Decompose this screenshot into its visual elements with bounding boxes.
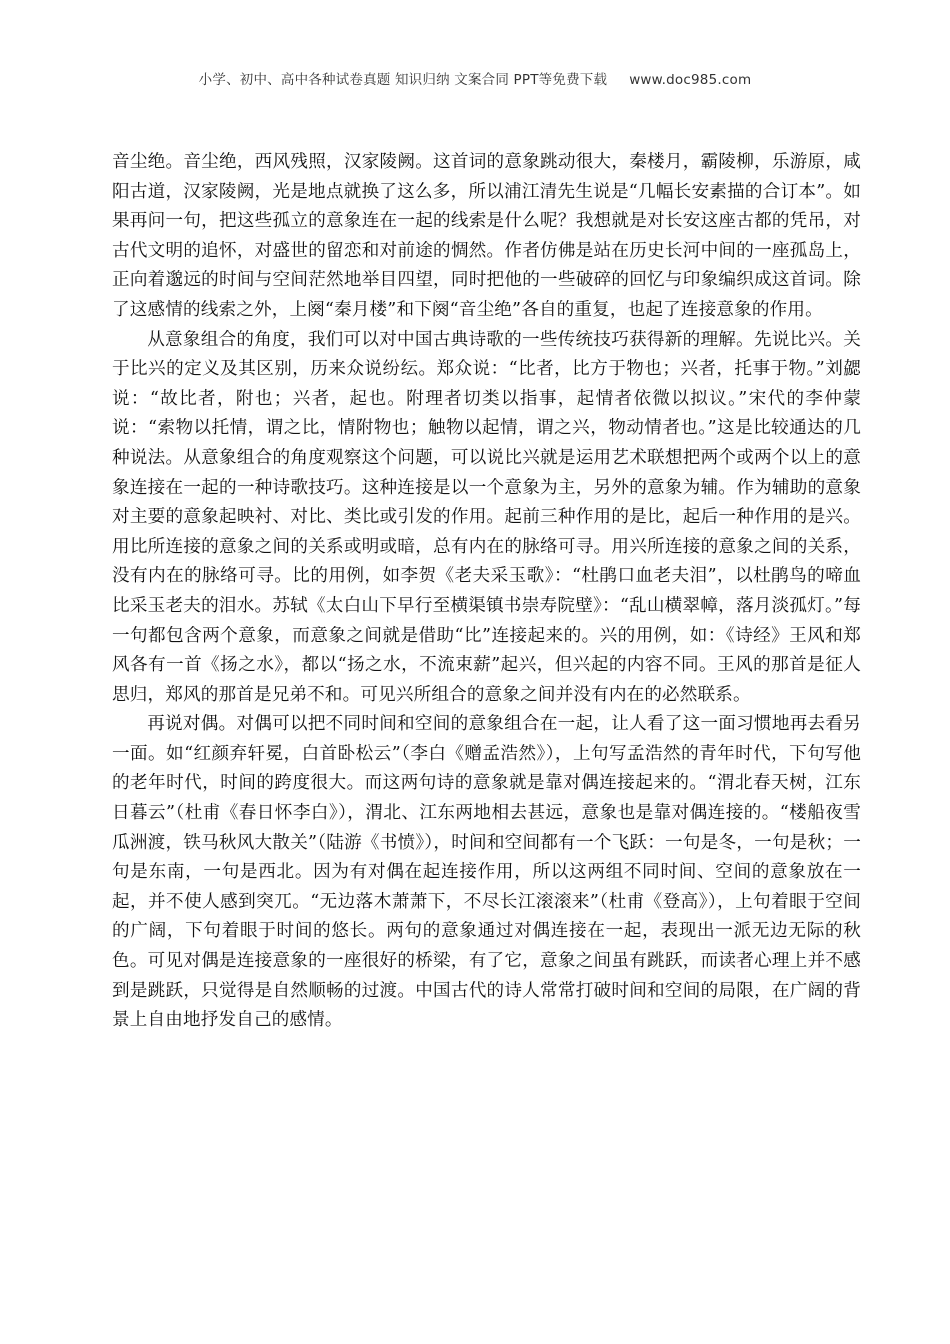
page-header [0, 68, 950, 88]
header-site-link[interactable]: www.doc985.com [629, 72, 752, 88]
paragraph-duiou: 再说对偶。对偶可以把不同时间和空间的意象组合在一起，让人看了这一面习惯地再去看另一面。如“红颜弃轩冕，白首卧松云”（李白《赠孟浩然》），上句写孟浩然的青年时代，下句写他的老年时代，时间的跨度很大。而这两句诗的意象就是靠对偶连接起来的。“渭北春天树，江东日暮云”（杜甫《春日怀李白》），渭北、江东两地相去甚远，意象也是靠对偶连接的。“楼船夜雪瓜洲渡，铁马秋风大散关”（陆游《书愤》），时间和空间都有一个飞跃：一句是冬，一句是秋；一句是东南，一句是西北。因为有对偶在起连接作用，所以这两组不同时间、空间的意象放在一起，并不使人感到突兀。“无边落木萧萧下，不尽长江滚滚来”（杜甫《登高》），上句着眼于空间的广阔，下句着眼于时间的悠长。两句的意象通过对偶连接在一起，表现出一派无边无际的秋色。可见对偶是连接意象的一座很好的桥梁，有了它，意象之间虽有跳跃，而读者心理上并不感到是跳跃，只觉得是自然顺畅的过渡。中国古代的诗人常常打破时间和空间的局限，在广阔的背景上自由地抒发自己的感情。 [112, 714, 861, 1031]
paragraph-bixing: 从意象组合的角度，我们可以对中国古典诗歌的一些传统技巧获得新的理解。先说比兴。关于比兴的定义及其区别，历来众说纷纭。郑众说：“比者，比方于物也；兴者，托事于物。”刘勰说：“故比者，附也；兴者，起也。附理者切类以指事，起情者依微以拟议。”宋代的李仲蒙说：“索物以托情，谓之比，情附物也；触物以起情，谓之兴，物动情者也。”这是比较通达的几种说法。从意象组合的角度观察这个问题，可以说比兴就是运用艺术联想把两个或两个以上的意象连接在一起的一种诗歌技巧。这种连接是以一个意象为主，另外的意象为辅。作为辅助的意象对主要的意象起映衬、对比、类比或引发的作用。起前三种作用的是比，起后一种作用的是兴。用比所连接的意象之间的关系或明或暗，总有内在的脉络可寻。用兴所连接的意象之间的关系，没有内在的脉络可寻。比的用例，如李贺《老夫采玉歌》：“杜鹃口血老夫泪”，以杜鹃鸟的啼血比采玉老夫的泪水。苏轼《太白山下早行至横渠镇书崇寿院壁》：“乱山横翠幛，落月淡孤灯。”每一句都包含两个意象，而意象之间就是借助“比”连接起来的。兴的用例，如：《诗经》王风和郑风各有一首《扬之水》，都以“扬之水，不流束薪”起兴，但兴起的内容不同。王风的那首是征人思归，郑风的那首是兄弟不和。可见兴所组合的意象之间并没有内在的必然联系。 [112, 329, 861, 705]
paragraph-continuation: 音尘绝。音尘绝，西风残照，汉家陵阙。这首词的意象跳动很大，秦楼月，霸陵柳，乐游原，咸阳古道，汉家陵阙，光是地点就换了这么多，所以浦江清先生说是“几幅长安素描的合订本”。如果再问一句，把这些孤立的意象连在一起的线索是什么呢？我想就是对长安这座古都的凭吊，对古代文明的追怀，对盛世的留恋和对前途的惆然。作者仿佛是站在历史长河中间的一座孤岛上，正向着邈远的时间与空间茫然地举目四望，同时把他的一些破碎的回忆与印象编织成这首词。除了这感情的线索之外，上阕“秦月楼”和下阕“音尘绝”各自的重复，也起了连接意象的作用。 [112, 152, 861, 320]
document-body [112, 148, 861, 1036]
header-text: 小学、初中、高中各种试卷真题 知识归纳 文案合同 PPT等免费下载 [198, 72, 608, 88]
